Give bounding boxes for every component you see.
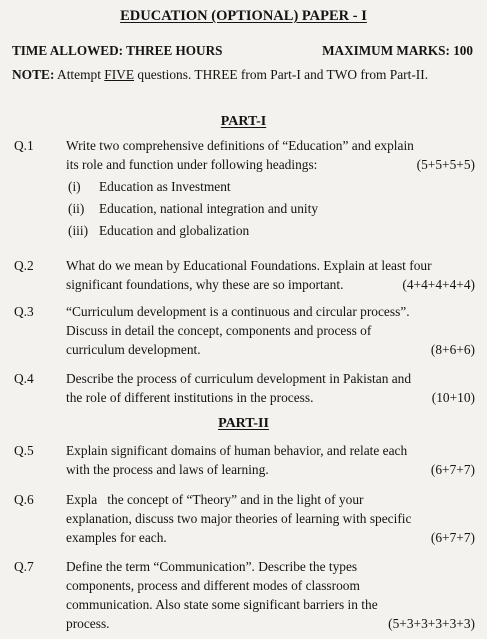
question-number: Q.2 (14, 258, 34, 273)
question-line: communication. Also state some significant barriers in the (66, 597, 378, 612)
question-line-text: curriculum development. (66, 342, 201, 357)
question-line-text: process. (66, 616, 110, 631)
question-marks: (10+10) (431, 390, 475, 405)
time-allowed: TIME ALLOWED: THREE HOURS (12, 43, 223, 58)
question-number: Q.3 (14, 304, 34, 319)
question-line: “Curriculum development is a continuous and circular process”. (66, 304, 410, 319)
question-text (66, 302, 475, 359)
question-line: Describe the process of curriculum development in Pakistan and (66, 371, 412, 386)
question-line (66, 460, 475, 479)
note-emphasis: FIVE (104, 67, 135, 82)
note-text-b: questions. THREE from Part-I and TWO from Part-II. (134, 67, 429, 82)
question-number: Q.7 (14, 559, 34, 574)
question-line (66, 528, 475, 547)
maximum-marks: MAXIMUM MARKS: 100 (322, 43, 473, 58)
header-row (12, 41, 473, 60)
part-two-heading: PART-II (218, 416, 269, 431)
question-line: Write two comprehensive definitions of “Education” and explain (66, 138, 414, 153)
question-3 (14, 302, 475, 359)
question-line (66, 388, 475, 407)
question-marks: (5+5+5+5) (416, 157, 475, 172)
question-line-text: examples for each. (66, 530, 167, 545)
sub-item-number: (i) (68, 179, 81, 194)
question-number: Q.5 (14, 443, 34, 458)
question-line (66, 155, 475, 174)
sub-item-text: Education, national integration and unity (99, 201, 319, 216)
note-label: NOTE: (12, 67, 55, 82)
question-line-text: with the process and laws of learning. (66, 462, 269, 477)
question-2 (14, 256, 475, 294)
question-marks: (6+7+7) (430, 462, 475, 477)
question-line (66, 340, 475, 359)
sub-item-number: (iii) (68, 223, 89, 238)
part-one-heading: PART-I (220, 114, 267, 129)
question-1 (14, 136, 475, 240)
question-5 (14, 441, 475, 479)
question-line: Explain significant domains of human behavior, and relate each (66, 443, 408, 458)
question-text (66, 441, 475, 479)
question-number: Q.4 (14, 371, 34, 386)
question-marks: (4+4+4+4+4) (402, 277, 475, 292)
question-text (66, 136, 475, 240)
question-line-text: significant foundations, why these are so important. (66, 277, 344, 292)
question-line-text: its role and function under following headings: (66, 157, 318, 172)
note-text-a: Attempt (54, 67, 105, 82)
question-line: components, process and different modes of classroom (66, 578, 360, 593)
question-line (66, 275, 475, 294)
paper-title: EDUCATION (OPTIONAL) PAPER - I (120, 8, 367, 24)
question-line: Expla the concept of “Theory” and in the light of your (66, 492, 364, 507)
sub-item (66, 177, 475, 196)
sub-item (66, 221, 475, 240)
question-text (66, 490, 475, 547)
sub-item-text: Education as Investment (99, 179, 231, 194)
question-number: Q.1 (14, 138, 34, 153)
question-text (66, 557, 475, 633)
question-line (66, 614, 475, 633)
question-line-text: the role of different institutions in the process. (66, 390, 314, 405)
sub-item-number: (ii) (68, 201, 85, 216)
question-line: What do we mean by Educational Foundations. Explain at least four (66, 258, 432, 273)
question-text (66, 369, 475, 407)
question-line: Discuss in detail the concept, components and process of (66, 323, 372, 338)
question-number: Q.6 (14, 492, 34, 507)
question-text (66, 256, 475, 294)
note-instructions (12, 65, 475, 84)
question-6 (14, 490, 475, 547)
question-marks: (8+6+6) (430, 342, 475, 357)
question-line: Define the term “Communication”. Describe the types (66, 559, 358, 574)
question-marks: (6+7+7) (430, 530, 475, 545)
question-4 (14, 369, 475, 407)
sub-item-text: Education and globalization (99, 223, 250, 238)
question-marks: (5+3+3+3+3+3) (388, 616, 475, 631)
sub-item (66, 199, 475, 218)
question-line: explanation, discuss two major theories of learning with specific (66, 511, 412, 526)
question-7 (14, 557, 475, 633)
